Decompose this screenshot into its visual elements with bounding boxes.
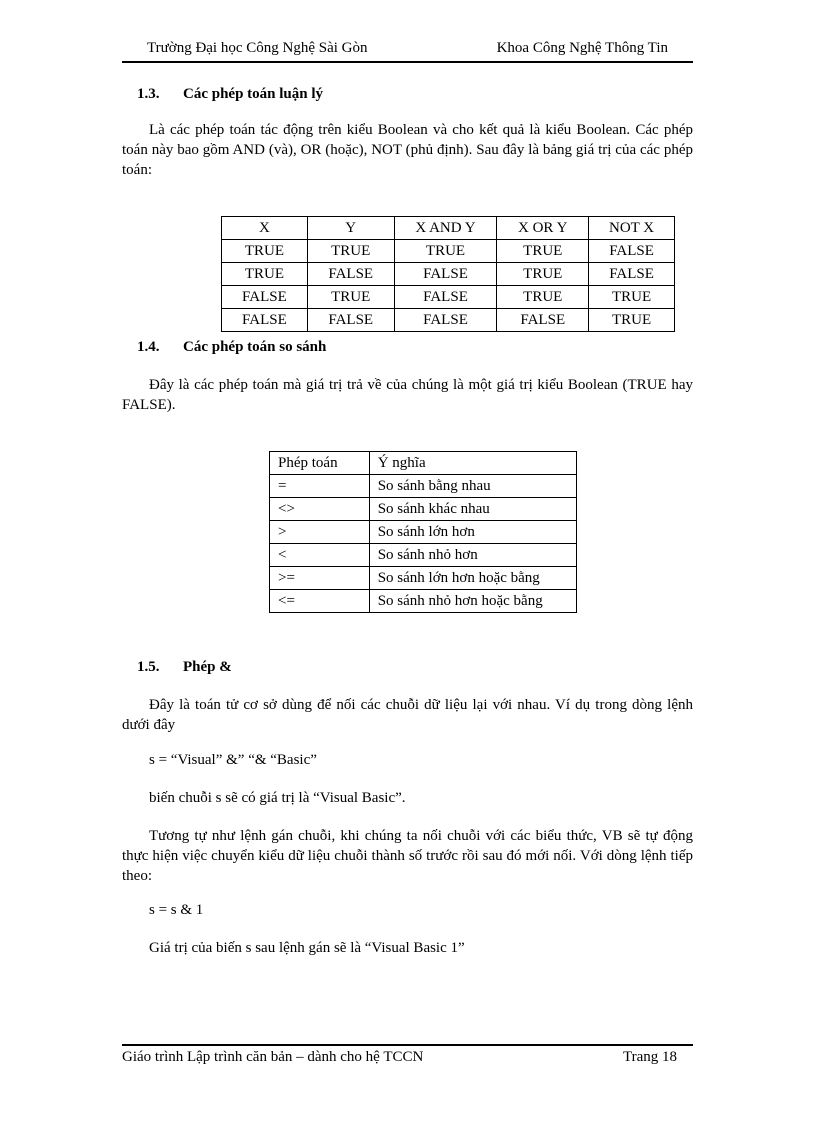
table-cell: = xyxy=(270,475,370,498)
table-row xyxy=(222,309,675,332)
section-15-heading xyxy=(137,659,232,676)
table-cell: TRUE xyxy=(589,309,675,332)
section-14-paragraph: Đây là các phép toán mà giá trị trả về của chúng là một giá trị kiểu Boolean (TRUE hay FALSE). xyxy=(122,377,693,413)
table-cell: TRUE xyxy=(307,240,394,263)
table-cell: TRUE xyxy=(497,263,589,286)
table-cell: FALSE xyxy=(307,309,394,332)
table-header-cell: X AND Y xyxy=(394,217,497,240)
section-15-line-4: Giá trị của biến s sau lệnh gán sẽ là “Visual Basic 1” xyxy=(149,940,465,956)
section-15-paragraph-1: Đây là toán tử cơ sở dùng để nối các chuỗi dữ liệu lại với nhau. Ví dụ trong dòng lệnh dưới đây xyxy=(122,697,693,733)
table-cell: <= xyxy=(270,590,370,613)
table-cell: TRUE xyxy=(222,240,308,263)
table-cell: FALSE xyxy=(307,263,394,286)
section-15-paragraph-3: Tương tự như lệnh gán chuỗi, khi chúng ta nối chuỗi với các biểu thức, VB sẽ tự động thực hiện việc chuyển kiểu dữ liệu chuỗi thành số trước rồi sau đó mới nối. Với dòng lệnh tiếp theo: xyxy=(122,828,693,884)
table-cell: TRUE xyxy=(497,240,589,263)
table-cell: FALSE xyxy=(394,286,497,309)
table-cell: <> xyxy=(270,498,370,521)
table-header-row xyxy=(222,217,675,240)
table-header-cell: X xyxy=(222,217,308,240)
footer-course-title: Giáo trình Lập trình căn bản – dành cho hệ TCCN xyxy=(122,1049,424,1065)
table-cell: TRUE xyxy=(497,286,589,309)
table-cell: So sánh lớn hơn xyxy=(369,521,576,544)
section-13-title: Các phép toán luận lý xyxy=(183,86,324,102)
table-cell: TRUE xyxy=(394,240,497,263)
table-row xyxy=(270,544,577,567)
footer-page-number: Trang 18 xyxy=(622,1049,677,1065)
section-14-number: 1.4. xyxy=(137,339,160,355)
table-row xyxy=(222,240,675,263)
table-cell: FALSE xyxy=(222,286,308,309)
page-header xyxy=(122,40,693,62)
table-cell: So sánh lớn hơn hoặc bằng xyxy=(369,567,576,590)
table-header-cell: Y xyxy=(307,217,394,240)
table-cell: FALSE xyxy=(222,309,308,332)
table-row xyxy=(270,590,577,613)
table-header-cell: Ý nghĩa xyxy=(369,452,576,475)
header-university: Trường Đại học Công Nghệ Sài Gòn xyxy=(147,40,368,56)
header-faculty: Khoa Công Nghệ Thông Tin xyxy=(496,40,668,56)
section-14-title: Các phép toán so sánh xyxy=(183,339,327,355)
table-row xyxy=(222,263,675,286)
code-example-1: s = “Visual” &” “& “Basic” xyxy=(149,752,317,768)
table-cell: FALSE xyxy=(589,263,675,286)
section-15-number: 1.5. xyxy=(137,659,160,675)
code-example-2: s = s & 1 xyxy=(149,902,204,918)
table-row xyxy=(270,521,577,544)
table-cell: < xyxy=(270,544,370,567)
table-header-cell: X OR Y xyxy=(497,217,589,240)
table-row xyxy=(270,498,577,521)
table-cell: TRUE xyxy=(589,286,675,309)
table-row xyxy=(270,567,577,590)
boolean-truth-table xyxy=(221,216,675,332)
section-13-paragraph: Là các phép toán tác động trên kiểu Boolean và cho kết quả là kiểu Boolean. Các phép toán này bao gồm AND (và), OR (hoặc), NOT (phủ định). Sau đây là bảng giá trị của các phép toán: xyxy=(122,122,693,178)
section-13-number: 1.3. xyxy=(137,86,160,102)
table-header-cell: Phép toán xyxy=(270,452,370,475)
table-cell: > xyxy=(270,521,370,544)
table-row xyxy=(270,475,577,498)
footer-rule xyxy=(122,1044,693,1046)
table-cell: FALSE xyxy=(394,309,497,332)
table-cell: So sánh nhỏ hơn hoặc bằng xyxy=(369,590,576,613)
table-header-row xyxy=(270,452,577,475)
table-cell: TRUE xyxy=(222,263,308,286)
table-cell: FALSE xyxy=(394,263,497,286)
section-14-heading xyxy=(137,339,326,356)
table-cell: >= xyxy=(270,567,370,590)
section-15-line-2: biến chuỗi s sẽ có giá trị là “Visual Basic”. xyxy=(149,790,406,806)
section-13-heading xyxy=(137,86,323,103)
table-cell: So sánh khác nhau xyxy=(369,498,576,521)
table-header-cell: NOT X xyxy=(589,217,675,240)
table-row xyxy=(222,286,675,309)
table-cell: FALSE xyxy=(497,309,589,332)
section-15-title: Phép & xyxy=(183,659,232,675)
table-cell: TRUE xyxy=(307,286,394,309)
comparison-operators-table xyxy=(269,451,577,613)
header-rule xyxy=(122,61,693,63)
table-cell: So sánh bằng nhau xyxy=(369,475,576,498)
table-cell: So sánh nhỏ hơn xyxy=(369,544,576,567)
table-cell: FALSE xyxy=(589,240,675,263)
